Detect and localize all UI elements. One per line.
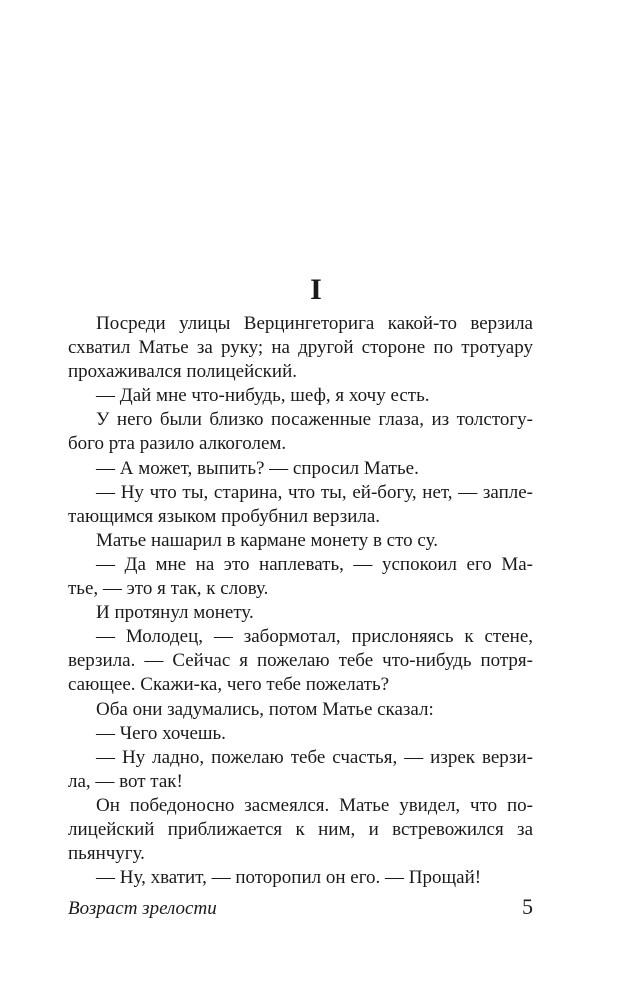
text-line-content: Оба они задумались, потом Матье сказал: bbox=[96, 698, 434, 720]
text-line bbox=[68, 336, 533, 360]
text-line bbox=[68, 601, 533, 625]
text-line bbox=[68, 770, 533, 794]
text-line-content: И протянул монету. bbox=[96, 602, 254, 624]
text-line-content: Матье нашарил в кармане монету в сто су. bbox=[96, 529, 438, 551]
text-line bbox=[68, 722, 533, 746]
running-footer-title: Возраст зрелости bbox=[68, 898, 217, 919]
text-line bbox=[68, 505, 533, 529]
page-number: 5 bbox=[522, 894, 533, 919]
text-line-content: — Дай мне что-нибудь, шеф, я хочу есть. bbox=[96, 385, 430, 407]
text-line-content: — Чего хочешь. bbox=[96, 722, 226, 744]
text-line-content: — Ну ладно, пожелаю тебе счастья, — изрек верзи- bbox=[96, 746, 533, 768]
text-line bbox=[68, 794, 533, 818]
text-line-content: сающее. Скажи-ка, чего тебе пожелать? bbox=[68, 674, 390, 696]
text-line bbox=[68, 625, 533, 649]
text-line-content: — А может, выпить? — спросил Матье. bbox=[96, 457, 419, 479]
text-line-content: Он победоносно засмеялся. Матье увидел, что по- bbox=[96, 794, 533, 816]
text-line-content: — Молодец, — забормотал, прислоняясь к стене, bbox=[96, 626, 533, 648]
text-line-content: пьянчугу. bbox=[68, 843, 145, 865]
text-line bbox=[68, 866, 533, 890]
text-line-content: бого рта разило алкоголем. bbox=[68, 433, 287, 455]
text-line bbox=[68, 408, 533, 432]
text-line-content: — Ну что ты, старина, что ты, ей-богу, нет, — запле- bbox=[96, 481, 533, 503]
text-line-content: У него были близко посаженные глаза, из толстогу- bbox=[96, 409, 533, 431]
text-line bbox=[68, 577, 533, 601]
text-line bbox=[68, 746, 533, 770]
text-line-content: — Да мне на это наплевать, — успокоил его Ма- bbox=[96, 553, 533, 575]
text-line bbox=[68, 673, 533, 697]
text-line bbox=[68, 457, 533, 481]
body-text bbox=[68, 312, 533, 890]
text-line bbox=[68, 553, 533, 577]
text-line-content: — Ну, хватит, — поторопил он его. — Прощай! bbox=[96, 867, 482, 889]
text-line bbox=[68, 384, 533, 408]
text-line bbox=[68, 649, 533, 673]
text-line-content: верзила. — Сейчас я пожелаю тебе что-нибудь потря- bbox=[68, 650, 533, 672]
text-line bbox=[68, 698, 533, 722]
text-line-content: ла, — вот так! bbox=[68, 770, 183, 792]
text-line bbox=[68, 360, 533, 384]
text-line-content: прохаживался полицейский. bbox=[68, 361, 297, 383]
text-line-content: Посреди улицы Верцингеторига какой-то верзила bbox=[96, 313, 533, 334]
text-line bbox=[68, 312, 533, 336]
text-line-content: тающимся языком пробубнил верзила. bbox=[68, 505, 381, 527]
chapter-heading: I bbox=[310, 273, 322, 306]
text-line bbox=[68, 529, 533, 553]
text-line bbox=[68, 481, 533, 505]
text-line-content: лицейский приближается к ним, и встревожился за bbox=[68, 818, 533, 840]
text-line-content: схватил Матье за руку; на другой стороне по тротуару bbox=[68, 337, 533, 359]
text-line-content: тье, — это я так, к слову. bbox=[68, 578, 269, 600]
text-line bbox=[68, 818, 533, 842]
text-line bbox=[68, 842, 533, 866]
page-footer bbox=[68, 894, 533, 922]
text-line bbox=[68, 432, 533, 456]
